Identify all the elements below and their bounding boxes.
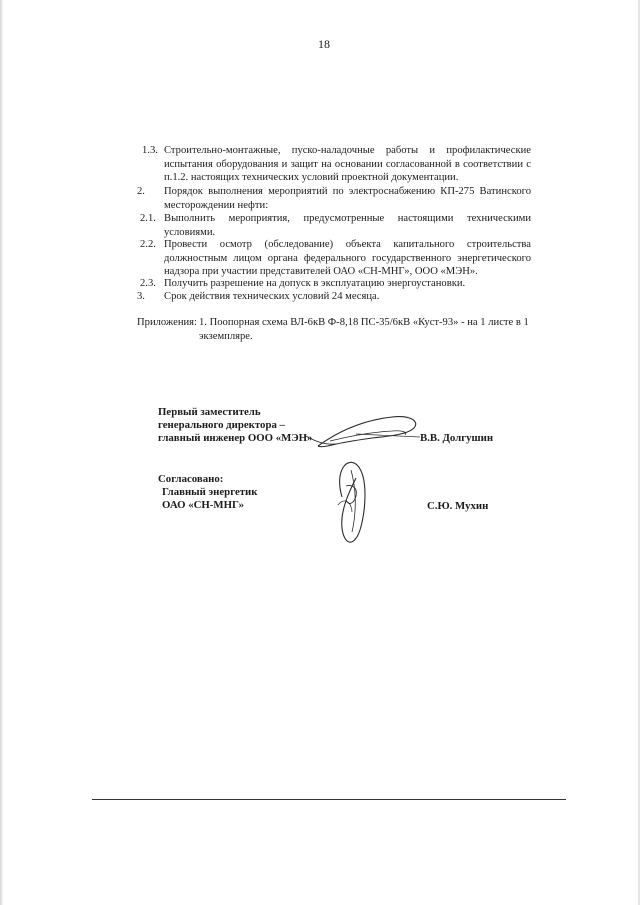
item-text: Порядок выполнения мероприятий по электроснабжению КП-275 Ватинского месторождении нефти: bbox=[164, 186, 531, 211]
signatory2-name: С.Ю. Мухин bbox=[427, 500, 489, 512]
signatory1-title-line: генерального директора – bbox=[158, 419, 285, 431]
item-text: Срок действия технических условий 24 месяца. bbox=[164, 291, 380, 302]
signatory1-title-line: главный инженер ООО «МЭН» bbox=[158, 432, 313, 444]
item-text: Выполнить мероприятия, предусмотренные настоящими техническими условиями. bbox=[164, 213, 531, 238]
item-number: 2.3. bbox=[140, 278, 156, 289]
item-number: 2.1. bbox=[140, 213, 156, 224]
signatory1-title-line: Первый заместитель bbox=[158, 406, 261, 418]
bottom-rule bbox=[92, 799, 566, 800]
item-number: 2. bbox=[137, 186, 145, 197]
appendix-text-line1: 1. Поопорная схема ВЛ-6кВ Ф-8,18 ПС-35/6кВ «Куст-93» - на 1 листе в 1 bbox=[199, 317, 529, 328]
item-number: 3. bbox=[137, 291, 145, 302]
appendix-label: Приложения: bbox=[137, 317, 197, 328]
appendix-text-line2: экземпляре. bbox=[199, 331, 253, 342]
item-text: Получить разрешение на допуск в эксплуатацию энергоустановки. bbox=[164, 278, 466, 289]
item-text: Провести осмотр (обследование) объекта капитального строительства должностным лицом органа федерального государственного энергетического надзора при участии представителей ОАО «СН-МНГ», ООО «МЭН». bbox=[164, 239, 531, 277]
signatory2-title-line: ОАО «СН-МНГ» bbox=[162, 499, 244, 511]
page-number: 18 bbox=[318, 37, 330, 51]
item-number: 2.2. bbox=[140, 239, 156, 250]
signatory1-name: В.В. Долгушин bbox=[420, 432, 494, 444]
item-text: Строительно-монтажные, пуско-наладочные работы и профилактические испытания оборудования и защит на основании согласованной в соответствии с п.1.2. настоящих технических условий проектной документации. bbox=[164, 145, 531, 183]
item-number: 1.3. bbox=[142, 145, 158, 156]
approved-heading: Согласовано: bbox=[158, 473, 224, 485]
signatory2-title-line: Главный энергетик bbox=[162, 486, 258, 498]
